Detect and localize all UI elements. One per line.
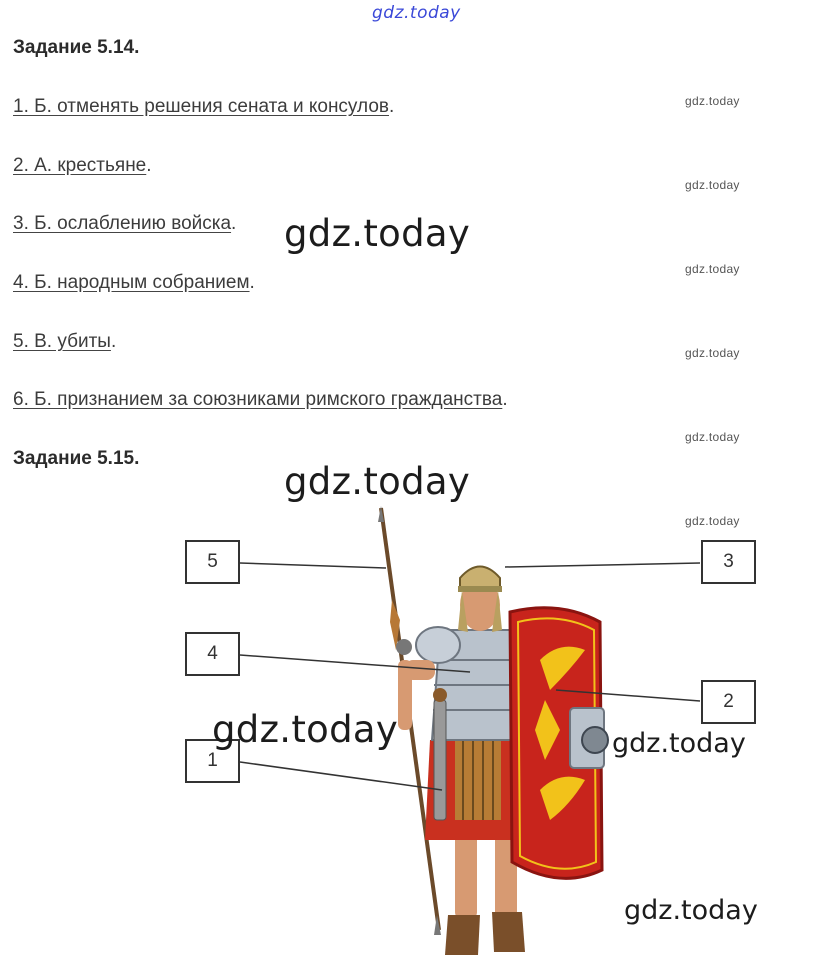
- answer-3-text: 3. Б. ослаблению войска: [13, 213, 232, 234]
- belt-apron: [455, 740, 501, 820]
- pilum-ball: [396, 639, 412, 655]
- watermark-small: gdz.today: [685, 346, 740, 360]
- task-5-15-title: Задание 5.15.: [13, 448, 140, 469]
- shield-boss: [582, 727, 608, 753]
- answer-5-period: .: [110, 331, 117, 352]
- task-5-14-title: Задание 5.14.: [13, 37, 140, 58]
- answer-1-period: .: [388, 96, 395, 117]
- site-logo[interactable]: gdz.today: [372, 3, 461, 23]
- watermark-small: gdz.today: [685, 262, 740, 276]
- watermark-large: gdz.today: [284, 212, 471, 255]
- label-box-5: 5: [185, 540, 240, 584]
- answer-2-period: .: [146, 155, 152, 176]
- label-box-3: 3: [701, 540, 756, 584]
- watermark-small: gdz.today: [685, 430, 740, 444]
- answer-6-text: 6. Б. признанием за союзниками римского гражданства: [13, 389, 503, 410]
- left-sandal: [445, 915, 480, 955]
- answer-6-period: .: [502, 389, 508, 410]
- left-leg: [455, 830, 477, 920]
- watermark-large: gdz.today: [212, 708, 399, 751]
- label-box-2: 2: [701, 680, 756, 724]
- gladius: [434, 700, 446, 820]
- watermark-medium: gdz.today: [612, 728, 746, 759]
- helmet-brim: [458, 586, 502, 592]
- answer-1-text: 1. Б. отменять решения сената и консулов: [13, 96, 389, 117]
- forearm: [398, 660, 412, 730]
- answer-3-period: .: [231, 213, 237, 234]
- watermark-small: gdz.today: [685, 94, 740, 108]
- answer-4-period: .: [249, 272, 255, 293]
- watermark-small: gdz.today: [685, 514, 740, 528]
- shoulder-guard: [416, 627, 460, 663]
- watermark-large: gdz.today: [284, 460, 471, 503]
- label-box-4: 4: [185, 632, 240, 676]
- right-sandal: [492, 912, 525, 952]
- answer-2-text: 2. А. крестьяне: [13, 155, 147, 176]
- watermark-medium: gdz.today: [624, 895, 758, 926]
- gladius-pommel: [433, 688, 447, 702]
- helmet: [460, 567, 500, 589]
- answer-4-text: 4. Б. народным собранием: [13, 272, 250, 293]
- answer-5-text: 5. В. убиты: [13, 331, 111, 352]
- label-box-1: 1: [185, 739, 240, 783]
- watermark-small: gdz.today: [685, 178, 740, 192]
